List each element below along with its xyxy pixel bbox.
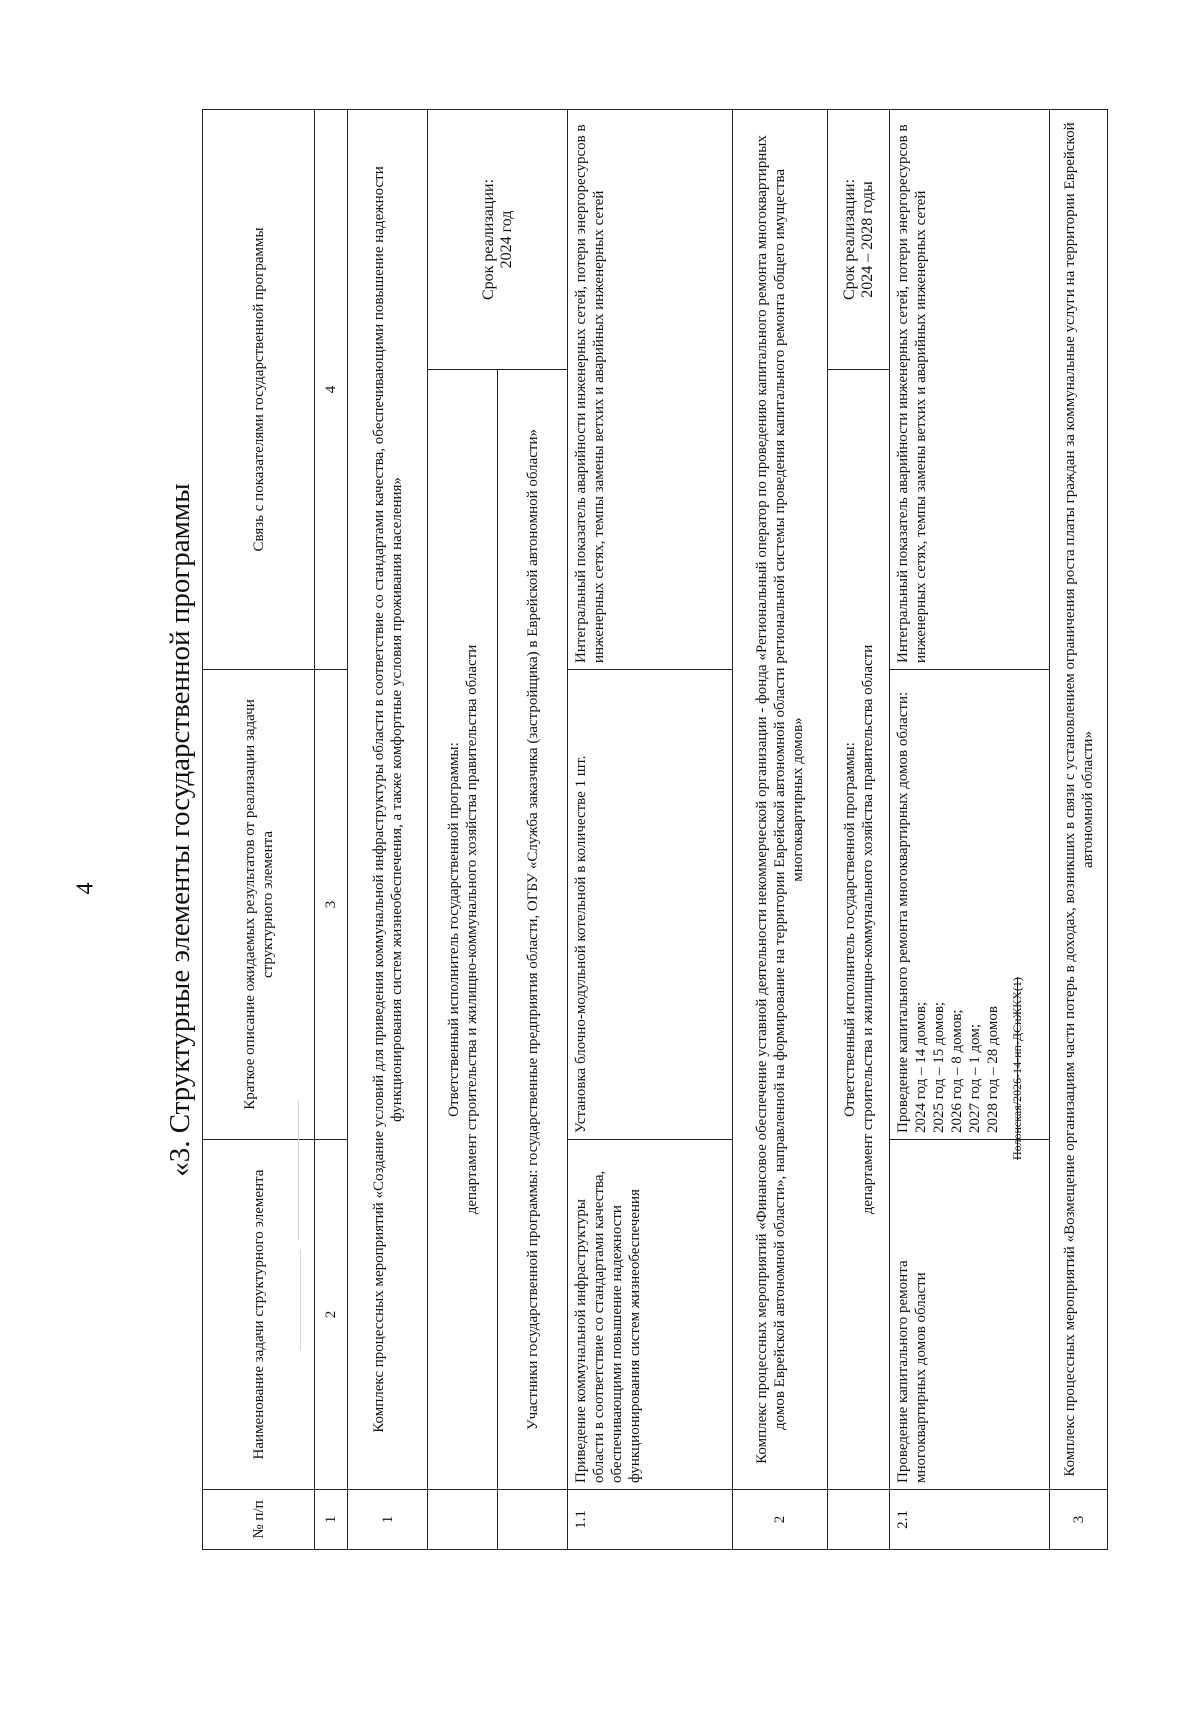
header-desc: Краткое описание ожидаемых результатов от реализации задачи структурного элемента bbox=[203, 670, 315, 1140]
section-title-cell: Комплекс процессных мероприятий «Возмещение организациям части потерь в доходах, возникших в связи с установлением ограничения роста платы граждан за коммунальные услуги на территории Еврейской автономной области» bbox=[1050, 109, 1108, 1489]
term-cell: Срок реализации: 2024 – 2028 годы bbox=[828, 109, 890, 369]
section-num: 3 bbox=[1050, 1490, 1108, 1550]
section-row bbox=[348, 109, 428, 1549]
index-cell: 3 bbox=[315, 670, 348, 1140]
section-title: «3. Структурные элементы государственной программы bbox=[164, 483, 196, 1177]
term-cell: Срок реализации: 2024 год bbox=[428, 109, 568, 369]
column-index-row bbox=[315, 109, 348, 1549]
row-desc: Установка блочно-модульной котельной в количестве 1 шт. bbox=[568, 670, 733, 1140]
executor-cell: Ответственный исполнитель государственной программы: департамент строительства и жилищно-коммунального хозяйства правительства области bbox=[828, 370, 890, 1490]
structural-elements-table bbox=[202, 109, 1108, 1550]
section-num: 1 bbox=[348, 1490, 428, 1550]
row-num: 2.1 bbox=[890, 1490, 1050, 1550]
row-num: 1.1 bbox=[568, 1490, 733, 1550]
rotated-page-content bbox=[160, 110, 1120, 1550]
table-header-row bbox=[203, 109, 315, 1549]
section-row bbox=[1050, 109, 1108, 1549]
row-link: Интегральный показатель аварийности инженерных сетей, потери энергоресурсов в инженерных сетях, темпы замены ветхих и аварийных инженерных сетей bbox=[568, 109, 733, 669]
table-row bbox=[568, 109, 733, 1549]
section-title-cell: Комплекс процессных мероприятий «Финансовое обеспечение уставной деятельности некоммерческой организации - фонда «Региональный оператор по проведению капитального ремонта многоквартирных домов Еврейской автономной области», направленной на формирование на территории Еврейской автономной области региональной системы проведения капитального ремонта общего имущества многоквартирных домов» bbox=[733, 109, 828, 1489]
executor-row bbox=[428, 109, 498, 1549]
row-task: Проведение капитального ремонта многоквартирных домов области bbox=[890, 1140, 1050, 1490]
table-row bbox=[890, 109, 1050, 1549]
executor-cell: Ответственный исполнитель государственной программы: департамент строительства и жилищно-коммунального хозяйства правительства области bbox=[428, 370, 498, 1490]
index-cell: 1 bbox=[315, 1490, 348, 1550]
index-cell: 2 bbox=[315, 1140, 348, 1490]
executor-row bbox=[828, 109, 890, 1549]
section-num: 2 bbox=[733, 1490, 828, 1550]
row-desc: Проведение капитального ремонта многоквартирных домов области: 2024 год – 14 домов; 2025 год – 15 домов; 2026 год – 8 домов; 2027 год – 1 дом; 2028 год – 28 домов bbox=[890, 670, 1050, 1140]
scan-artifact-line bbox=[300, 1250, 301, 1350]
scan-artifact-line bbox=[298, 1100, 299, 1240]
header-num: № п/п bbox=[203, 1490, 315, 1550]
section-row bbox=[733, 109, 828, 1549]
index-cell: 4 bbox=[315, 109, 348, 669]
section-title-cell: Комплекс процессных мероприятий «Создание условий для приведения коммунальной инфраструктуры области в соответствие со стандартами качества, обеспечивающими повышение надежности функционирования систем жизнеобеспечения, а также комфортные условия проживания населения» bbox=[348, 109, 428, 1489]
document-code: Полонская/2026-14-нп-ДСиЖКХ(1) bbox=[1010, 977, 1024, 1160]
header-link: Связь с показателями государственной программы bbox=[203, 109, 315, 669]
header-task: Наименование задачи структурного элемента bbox=[203, 1140, 315, 1490]
participants-cell: Участники государственной программы: государственные предприятия области, ОГБУ «Служба заказчика (застройщика) в Еврейской автономной области» bbox=[498, 370, 568, 1490]
row-task: Приведение коммунальной инфраструктуры области в соответствие со стандартами качества, обеспечивающими повышение надежности функционирования систем жизнеобеспечения bbox=[568, 1140, 733, 1490]
page-number: 4 bbox=[72, 882, 99, 895]
row-link: Интегральный показатель аварийности инженерных сетей, потери энергоресурсов в инженерных сетях, темпы замены ветхих и аварийных инженерных сетей bbox=[890, 109, 1050, 669]
